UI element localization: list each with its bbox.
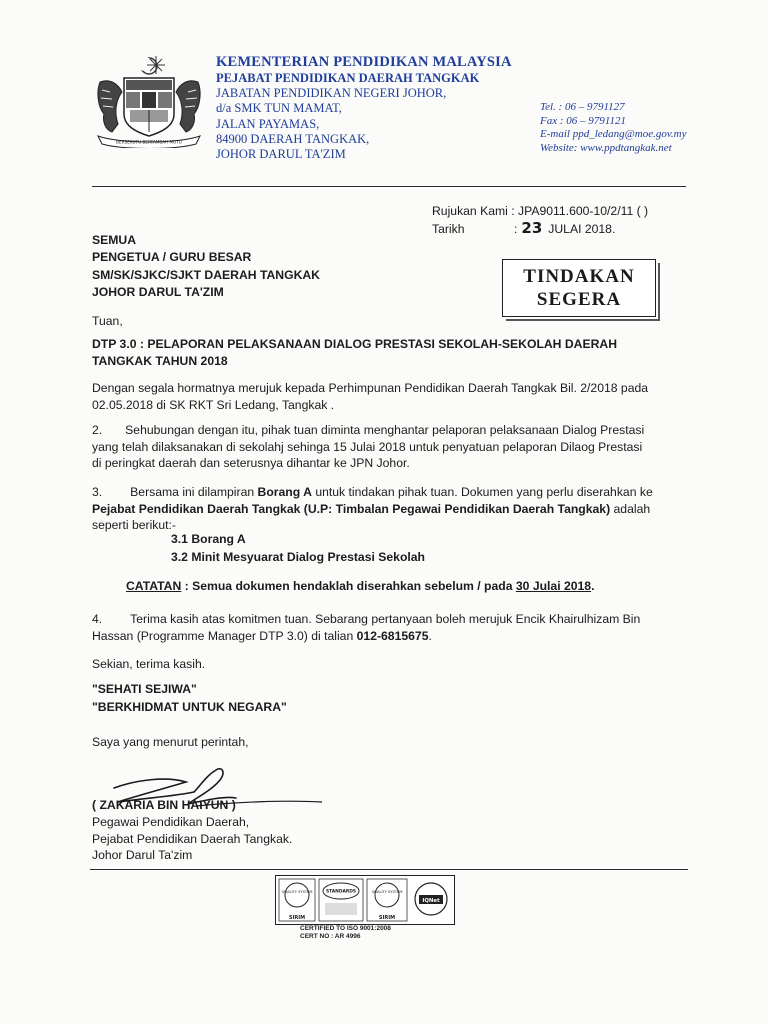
stamp-line: SEGERA [536,289,622,310]
recipient-block [92,232,320,302]
email: E-mail ppd_ledang@moe.gov.my [540,128,687,140]
paragraph-line: seperti berikut:- [92,518,176,533]
paragraph-number: 4. [92,612,103,626]
paragraph-line: Dengan segala hormatnya merujuk kepada Perhimpunan Pendidikan Daerah Tangkak Bil. 2/2018 pada [92,381,649,395]
paragraph-text: adalah [610,501,651,516]
reference-block [432,203,648,238]
address-line: JOHOR DARUL TA'ZIM [216,147,346,162]
logo-label: STANDARDS [325,889,357,895]
form-name: Borang A [257,485,312,499]
deadline-date: 30 Julai 2018 [515,579,592,593]
paragraph-text: untuk tindakan pihak tuan. Dokumen yang perlu diserahkan ke [311,485,653,499]
recipient-line: JOHOR DARUL TA'ZIM [92,285,224,300]
date-separator: : [514,222,518,236]
address-line: 84900 DAERAH TANGKAK, [216,131,370,146]
list-item: 3.1 Borang A [171,532,246,546]
logo-label: SIRIM [378,915,396,921]
recipient-line: SM/SK/SJKC/SJKT DAERAH TANGKAK [92,267,320,282]
fax: Fax : 06 – 9791121 [540,114,626,127]
letterhead [216,54,512,162]
certificate-number: CERT NO : AR 4996 [300,933,361,940]
paragraph-number: 2. [92,423,103,437]
ref-label: Rujukan Kami [432,204,508,218]
paragraph-number: 3. [92,485,103,499]
paragraph-text: Bersama ini dilampiran [130,485,258,499]
contact-details [540,101,686,155]
address-line: JABATAN PENDIDIKAN NEGERI JOHOR, [216,86,447,100]
signatory-title: Pegawai Pendidikan Daerah, [92,814,250,829]
paragraph-1 [92,380,648,413]
paragraph-text: Hassan (Programme Manager DTP 3.0) di talian [92,628,357,643]
paragraph-line: 02.05.2018 di SK RKT Sri Ledang, Tangkak . [92,397,335,412]
subject-line: DTP 3.0 : PELAPORAN PELAKSANAAN DIALOG PRESTASI SEKOLAH-SEKOLAH DAERAH [92,337,618,351]
date-label: Tarikh [432,222,465,236]
slogan: "SEHATI SEJIWA" [92,682,197,696]
paragraph-3 [92,484,653,534]
contact-phone: 012-6815675 [356,628,429,643]
paragraph-4 [92,611,640,644]
office-name: PEJABAT PENDIDIKAN DAERAH TANGKAK [216,71,480,85]
logo-label: SIRIM [288,915,306,921]
paragraph-line: Sehubungan dengan itu, pihak tuan diminta menghantar pelaporan pelaksanaan Dialog Prestasi [125,423,645,437]
date-day: 23 [521,219,543,237]
slogan: "BERKHIDMAT UNTUK NEGARA" [92,699,287,714]
ref-value: : JPA9011.600-10/2/11 ( ) [511,204,649,218]
footer-divider [90,869,688,870]
logo-label: IQNet [422,898,440,904]
paragraph-line: di peringkat daerah dan seterusnya dihantar ke JPN Johor. [92,456,410,471]
paragraph-line: Terima kasih atas komitmen tuan. Sebarang pertanyaan boleh merujuk Encik Khairulhizam Bin [130,612,641,626]
closing: Sekian, terima kasih. [92,657,206,671]
iso-certification: CERTIFIED TO ISO 9001:2008 [300,925,391,932]
office-attention: Pejabat Pendidikan Daerah Tangkak (U.P: Timbalan Pegawai Pendidikan Daerah Tangkak) [92,501,611,516]
crest-motto: BERSEKUTU BERTAMBAH MUTU [116,139,182,145]
recipient-line: PENGETUA / GURU BESAR [92,250,252,265]
telephone: Tel. : 06 – 9791127 [540,101,625,113]
ministry-name: KEMENTERIAN PENDIDIKAN MALAYSIA [216,54,512,70]
subject [92,336,617,369]
paragraph-text: . [428,628,432,643]
certification-text [300,925,391,941]
paragraph-line: yang telah dilaksanakan di sekolahj sehinga 15 Julai 2018 untuk penyatuan pelaporan Dilaog Prestasi [92,439,643,454]
certification-logos [275,875,455,925]
list-item: 3.2 Minit Mesyuarat Dialog Prestasi Sekolah [171,549,425,564]
stamp-line: TINDAKAN [523,266,635,287]
salutation: Tuan, [92,314,123,328]
address-line: JALAN PAYAMAS, [216,116,320,131]
note-text: . [591,579,595,593]
document-list [171,531,425,566]
signatory-name: ( ZAKARIA BIN HAIYUN ) [92,798,236,812]
subject-line: TANGKAK TAHUN 2018 [92,353,228,368]
logo-label: QUALITY SYSTEM [371,890,403,894]
sign-off: Saya yang menurut perintah, [92,735,249,749]
note [126,578,594,595]
header-divider [92,186,686,187]
note-label: CATATAN [126,579,182,593]
urgent-action-stamp [502,259,656,317]
paragraph-2 [92,422,644,472]
malaysia-crest-logo [90,52,208,148]
signatory-state: Johor Darul Ta'zim [92,848,193,863]
date-month-year: JULAI 2018. [548,222,616,236]
website: Website: www.ppdtangkak.net [540,141,672,154]
slogans [92,681,287,716]
address-line: d/a SMK TUN MAMAT, [216,101,342,116]
logo-label: QUALITY SYSTEM [281,890,313,894]
signatory-block [92,797,292,864]
recipient-line: SEMUA [92,233,137,247]
signatory-office: Pejabat Pendidikan Daerah Tangkak. [92,831,293,846]
note-text: : Semua dokumen hendaklah diserahkan sebelum / pada [181,579,516,593]
